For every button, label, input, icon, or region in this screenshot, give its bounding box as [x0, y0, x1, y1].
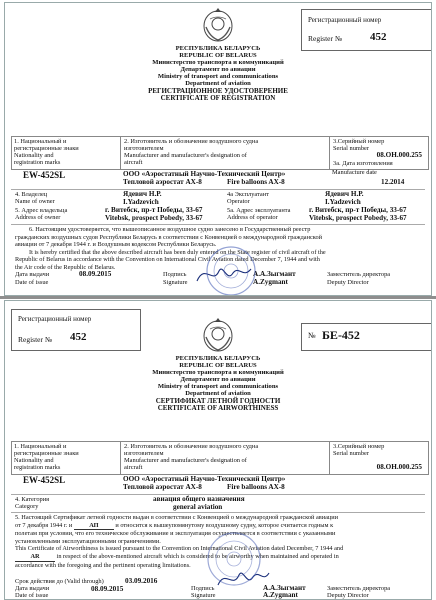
statement-line: This Certificate of Airworthiness is issued pursuant to the Convention on International Civil Aviation dated December, 7 1944 and [15, 545, 344, 553]
operator-address-label-en: Address of operator [227, 214, 278, 221]
signatory-name-en: A.Zygmant [263, 591, 298, 599]
signature-label: Подпись [191, 585, 215, 592]
statement-line: 6. Настоящим удостоверяется, что вышеописанное воздушное судно занесено в Государственный реестр [29, 226, 311, 233]
document-title-ru: СЕРТИФИКАТ ЛЕТНОЙ ГОДНОСТИ [155, 396, 281, 405]
position-label-en: Deputy Director [327, 279, 369, 286]
cell-manufacturer [121, 137, 330, 169]
header-line: Министерство транспорта и коммуникаций [152, 58, 284, 66]
register-number-value: 452 [370, 31, 387, 43]
header-line: Department of aviation [185, 79, 251, 87]
header-line: Department of aviation [185, 389, 251, 397]
position-label: Заместитель директора [327, 271, 391, 278]
cell-registration-marks [12, 137, 121, 169]
issue-date-label: Дата выдачи [15, 585, 50, 592]
signatory-name-ru: А.А.Зыгмант [253, 270, 296, 278]
label: Manufacturer and manufacturer's designation of [124, 457, 247, 464]
owner-label-en: Name of owner [15, 198, 55, 205]
certificate-number-label: № [308, 331, 316, 340]
register-number-box [11, 309, 141, 351]
label: Serial number [333, 450, 370, 457]
header-line: Департамент по авиации [180, 65, 256, 73]
label: 3.Серийный номер [333, 138, 385, 145]
operator-label: 4a Эксплуатант [227, 191, 269, 198]
register-number-label-en: Register № [18, 335, 53, 344]
label: 2. Изготовитель и обозначение воздушного судна [124, 443, 259, 450]
manufacture-date-label: Manufacture date [332, 169, 377, 176]
valid-through-label: Срок действия до (Valid through) [15, 578, 104, 585]
issue-date-label: Дата выдачи [15, 271, 50, 278]
serial-number-value: 08.OH.000.255 [376, 151, 422, 159]
category-label-en: Category [15, 503, 39, 510]
registration-marks-value: EW-452SL [23, 475, 66, 485]
header-line: REPUBLIC OF BELARUS [179, 361, 257, 369]
owner-address-en: Vitebsk, prospect Pobedy, 33-67 [105, 214, 203, 222]
registration-marks-value: EW-452SL [23, 170, 66, 180]
statement-line: установленными эксплуатационными ограничениями. [15, 537, 161, 545]
limitations-en-value: AR [15, 553, 55, 562]
owner-address-ru: г. Витебск, пр-т Победы, 33-67 [105, 206, 203, 214]
label: 1. Национальный и [14, 443, 67, 450]
issue-date-value: 08.09.2015 [79, 270, 112, 278]
signatory-name-en: A.Zygmant [253, 278, 288, 286]
label: Nationality and [14, 457, 54, 464]
cell-manufacturer [121, 442, 330, 474]
position-label: Заместитель директора [327, 585, 391, 592]
label: 1. Национальный и [14, 138, 67, 145]
header-line: Ministry of transport and communications [157, 382, 279, 390]
doc2-header [5, 356, 431, 412]
manufacturer-name-value: ООО «Аэростатный Научно-Технический Центр» [123, 475, 286, 483]
owner-address-label-en: Address of owner [15, 214, 61, 221]
register-number-label-en: Register № [308, 34, 343, 43]
state-emblem-icon [201, 317, 235, 353]
doc1-header [5, 46, 431, 102]
cell-serial-number [330, 137, 428, 169]
serial-number-value: 08.OH.000.255 [376, 463, 422, 471]
label: aircraft [124, 159, 143, 166]
certificate-of-registration [4, 2, 432, 296]
statement-line: It is hereby certified that the above described aircraft has been duly entered on the State register of civil aircraft of the [29, 248, 326, 256]
official-stamp-icon [201, 243, 261, 296]
header-line: REPUBLIC OF BELARUS [179, 51, 257, 59]
owner-value-ru: Ядевич Н.Р. [123, 190, 162, 198]
statement-line: 5. Настоящий Сертификат летной годности выдан в соответствии с Конвенцией о международной гражданской авиации [15, 514, 339, 521]
signature-label-en: Signature [163, 279, 188, 286]
position-label-en: Deputy Director [327, 592, 369, 599]
document-title-ru: РЕГИСТРАЦИОННОЕ УДОСТОВЕРЕНИЕ [148, 86, 288, 95]
label: registration marks [14, 159, 61, 166]
aircraft-details-table [11, 441, 429, 475]
aircraft-type-ru-value: Тепловой аэростат AX-8 [123, 178, 202, 186]
register-number-label: Регистрационный номер [308, 16, 382, 24]
label: регистрационные знаки [14, 450, 79, 457]
category-value-en: general aviation [173, 503, 223, 511]
label: Manufacturer and manufacturer's designation of [124, 152, 247, 159]
operator-address-label: 5a. Адрес эксплуатанта [227, 207, 291, 214]
statement-line: Republic of Belarus in accordance with the Convention on International Civil Aviation dated December 7, 1944 and with [15, 256, 320, 264]
operator-label-en: Operator [227, 198, 250, 205]
operator-address-ru: г. Витебск, пр-т Победы, 33-67 [309, 206, 407, 214]
limitations-ru-value: АП [74, 522, 114, 531]
manufacture-date-value: 12.2014 [381, 178, 405, 186]
category-value-ru: авиация общего назначения [153, 495, 245, 503]
label: изготовителем [124, 450, 164, 457]
aircraft-type-ru-value: Тепловой аэростат AX-8 [123, 483, 202, 491]
certificate-number-box [301, 323, 432, 351]
statement-text: от 7 декабря 1944 г. и [15, 521, 73, 529]
official-stamp-icon [203, 529, 265, 589]
label: 3.Серийный номер [333, 443, 385, 450]
label: aircraft [124, 464, 143, 471]
statement-text: in respect of the above-mentioned aircraft which is considered to be airworthy when maintained and operated in [56, 552, 339, 560]
owner-label: 4. Владелец [15, 191, 48, 198]
signatory-name-ru: А.А.Зыгмант [263, 584, 306, 592]
statement-text: и относится к вышеупомянутому воздушному судну, которое считается годным к [115, 521, 334, 529]
cell-serial-number [330, 442, 428, 474]
header-line: Министерство транспорта и коммуникаций [152, 368, 284, 376]
header-line: РЕСПУБЛИКА БЕЛАРУСЬ [175, 355, 261, 362]
label: Nationality and [14, 152, 54, 159]
aircraft-type-en-value: Fire balloons AX-8 [227, 178, 285, 186]
state-emblem-icon [201, 7, 235, 43]
owner-value-en: I.Yadzevich [123, 198, 159, 206]
register-number-box [301, 9, 432, 51]
label: 2. Изготовитель и обозначение воздушного судна [124, 138, 259, 145]
label: Serial number [333, 145, 370, 152]
issue-date-label-en: Date of issue [15, 592, 49, 599]
aircraft-details-table [11, 136, 429, 170]
valid-through-value: 03.09.2016 [125, 577, 158, 585]
page-separator [0, 296, 436, 299]
document-title-en: CERTIFICATE OF REGISTRATION [160, 93, 276, 102]
operator-value-ru: Ядевич Н.Р. [325, 190, 364, 198]
owner-address-label: 5. Адрес владельца [15, 207, 68, 214]
register-number-value: 452 [70, 331, 87, 343]
cell-registration-marks [12, 442, 121, 474]
statement-line: полетам при условии, что его техническое обслуживание и эксплуатация осуществляется в соответствии с указанными [15, 530, 336, 538]
header-line: РЕСПУБЛИКА БЕЛАРУСЬ [175, 45, 261, 52]
statement-line: the Air code of the Republic of Belarus. [15, 263, 116, 271]
issue-date-label-en: Date of issue [15, 279, 49, 286]
certificate-number-value: БЕ-452 [322, 328, 360, 342]
operator-address-en: Vitebsk, prospect Pobedy, 33-67 [309, 214, 407, 222]
statement-line: accordance with the foregoing and the pertinent operating limitations. [15, 561, 191, 569]
label: регистрационные знаки [14, 145, 79, 152]
label: 3a. Дата изготовления [333, 160, 393, 167]
signature-label: Подпись [163, 271, 187, 278]
signature-label-en: Signature [191, 592, 216, 599]
category-label: 4. Категория [15, 496, 50, 503]
operator-value-en: I.Yadzevich [325, 198, 361, 206]
certificate-of-airworthiness [4, 300, 432, 600]
issue-date-value: 08.09.2015 [91, 585, 124, 593]
statement-line: гражданских воздушных судов Республики Беларусь в соответствии с Конвенцией о международной гражданской [15, 233, 322, 241]
header-line: Ministry of transport and communications [157, 72, 279, 80]
register-number-label: Регистрационный номер [18, 315, 92, 323]
document-title-en: CERTIFICATE OF AIRWORTHINESS [157, 403, 279, 412]
label: изготовителем [124, 145, 164, 152]
label: registration marks [14, 464, 61, 471]
header-line: Департамент по авиации [180, 375, 256, 383]
aircraft-type-en-value: Fire balloons AX-8 [227, 483, 285, 491]
manufacturer-name-value: ООО «Аэростатный Научно-Технический Центр» [123, 170, 286, 178]
statement-line: авиации от 7 декабря 1944 г. и Воздушным кодексом Республики Беларусь. [15, 241, 217, 249]
